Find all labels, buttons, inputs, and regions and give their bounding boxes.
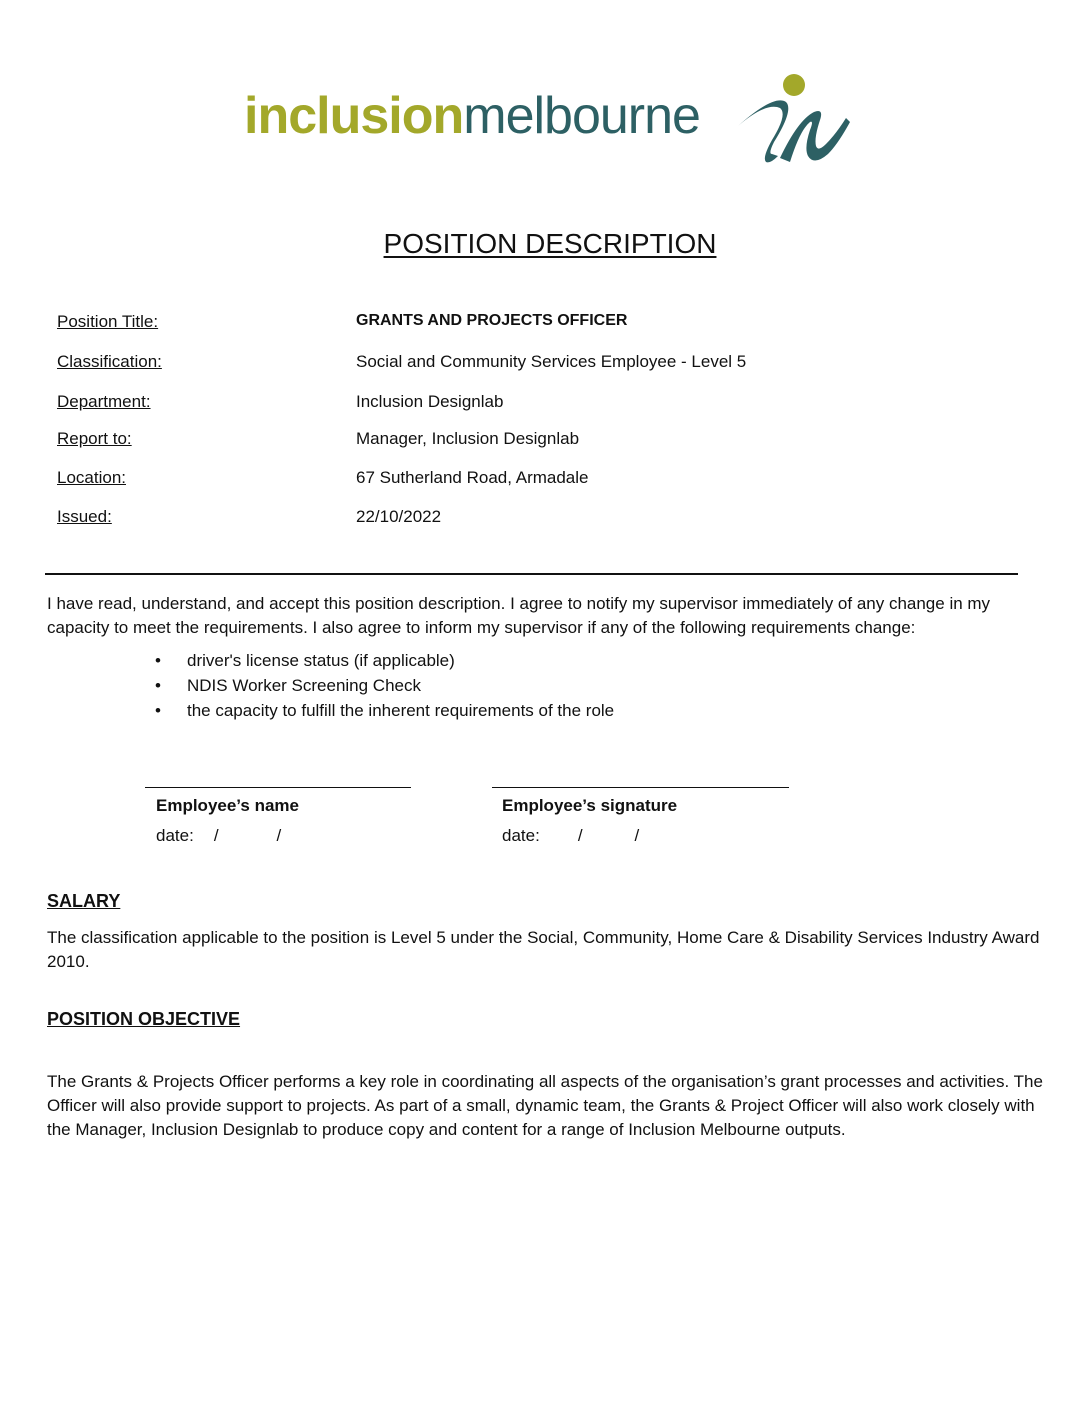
im-monogram-icon	[728, 68, 858, 168]
employee-signature-line[interactable]	[492, 787, 789, 788]
organisation-logo	[240, 68, 860, 168]
employee-name-date[interactable]	[156, 826, 281, 846]
department-label: Department:	[57, 392, 151, 411]
list-item	[155, 651, 455, 671]
salary-text: The classification applicable to the position is Level 5 under the Social, Community, Home Care & Disability Services Industry Award 2010.	[47, 928, 1040, 971]
date-separator: /	[577, 826, 583, 845]
logo-word-melbourne: melbourne	[463, 87, 700, 145]
classification-value: Social and Community Services Employee - Level 5	[356, 352, 747, 371]
position-title-label: Position Title:	[57, 312, 159, 331]
bullet-icon: •	[155, 651, 161, 670]
issued-value: 22/10/2022	[356, 507, 442, 526]
document-title: POSITION DESCRIPTION	[383, 228, 717, 259]
employee-signature-date[interactable]	[502, 826, 639, 846]
position-title-value: GRANTS AND PROJECTS OFFICER	[356, 312, 628, 329]
list-item	[155, 676, 421, 696]
date-label: date:	[502, 826, 540, 845]
classification-label: Classification:	[57, 352, 162, 371]
issued-label: Issued:	[57, 507, 112, 526]
employee-name-label: Employee’s name	[156, 796, 299, 815]
salary-heading: SALARY	[47, 891, 121, 911]
employee-name-line[interactable]	[145, 787, 411, 788]
date-separator: /	[213, 826, 219, 845]
section-divider	[45, 573, 1018, 575]
date-separator: /	[276, 826, 282, 845]
position-objective-text: The Grants & Projects Officer performs a key role in coordinating all aspects of the organisation’s grant processes and activities. The Officer will also provide support to projects. As part of a small, dynamic team, the Grants & Project Officer will also work closely with the Manager, Inclusion Designlab to produce copy and content for a range of Inclusion Melbourne outputs.	[47, 1072, 1043, 1139]
report-to-label: Report to:	[57, 429, 132, 448]
department-value: Inclusion Designlab	[356, 392, 504, 411]
logo-word-inclusion: inclusion	[244, 87, 464, 145]
date-separator: /	[634, 826, 640, 845]
bullet-text: driver's license status (if applicable)	[187, 651, 455, 670]
list-item	[155, 701, 614, 721]
report-to-value: Manager, Inclusion Designlab	[356, 429, 580, 448]
location-label: Location:	[57, 468, 126, 487]
logo-wordmark	[244, 86, 700, 146]
bullet-icon: •	[155, 701, 161, 720]
acknowledgement-paragraph: I have read, understand, and accept this position description. I agree to notify my supervisor immediately of any change in my capacity to meet the requirements. I also agree to inform my supervisor if any of the following requirements change:	[47, 594, 991, 637]
bullet-icon: •	[155, 676, 161, 695]
employee-signature-label: Employee’s signature	[502, 796, 678, 815]
location-value: 67 Sutherland Road, Armadale	[356, 468, 589, 487]
position-objective-heading: POSITION OBJECTIVE	[47, 1009, 241, 1029]
bullet-text: NDIS Worker Screening Check	[187, 676, 421, 695]
date-label: date:	[156, 826, 194, 845]
bullet-text: the capacity to fulfill the inherent requirements of the role	[187, 701, 615, 720]
